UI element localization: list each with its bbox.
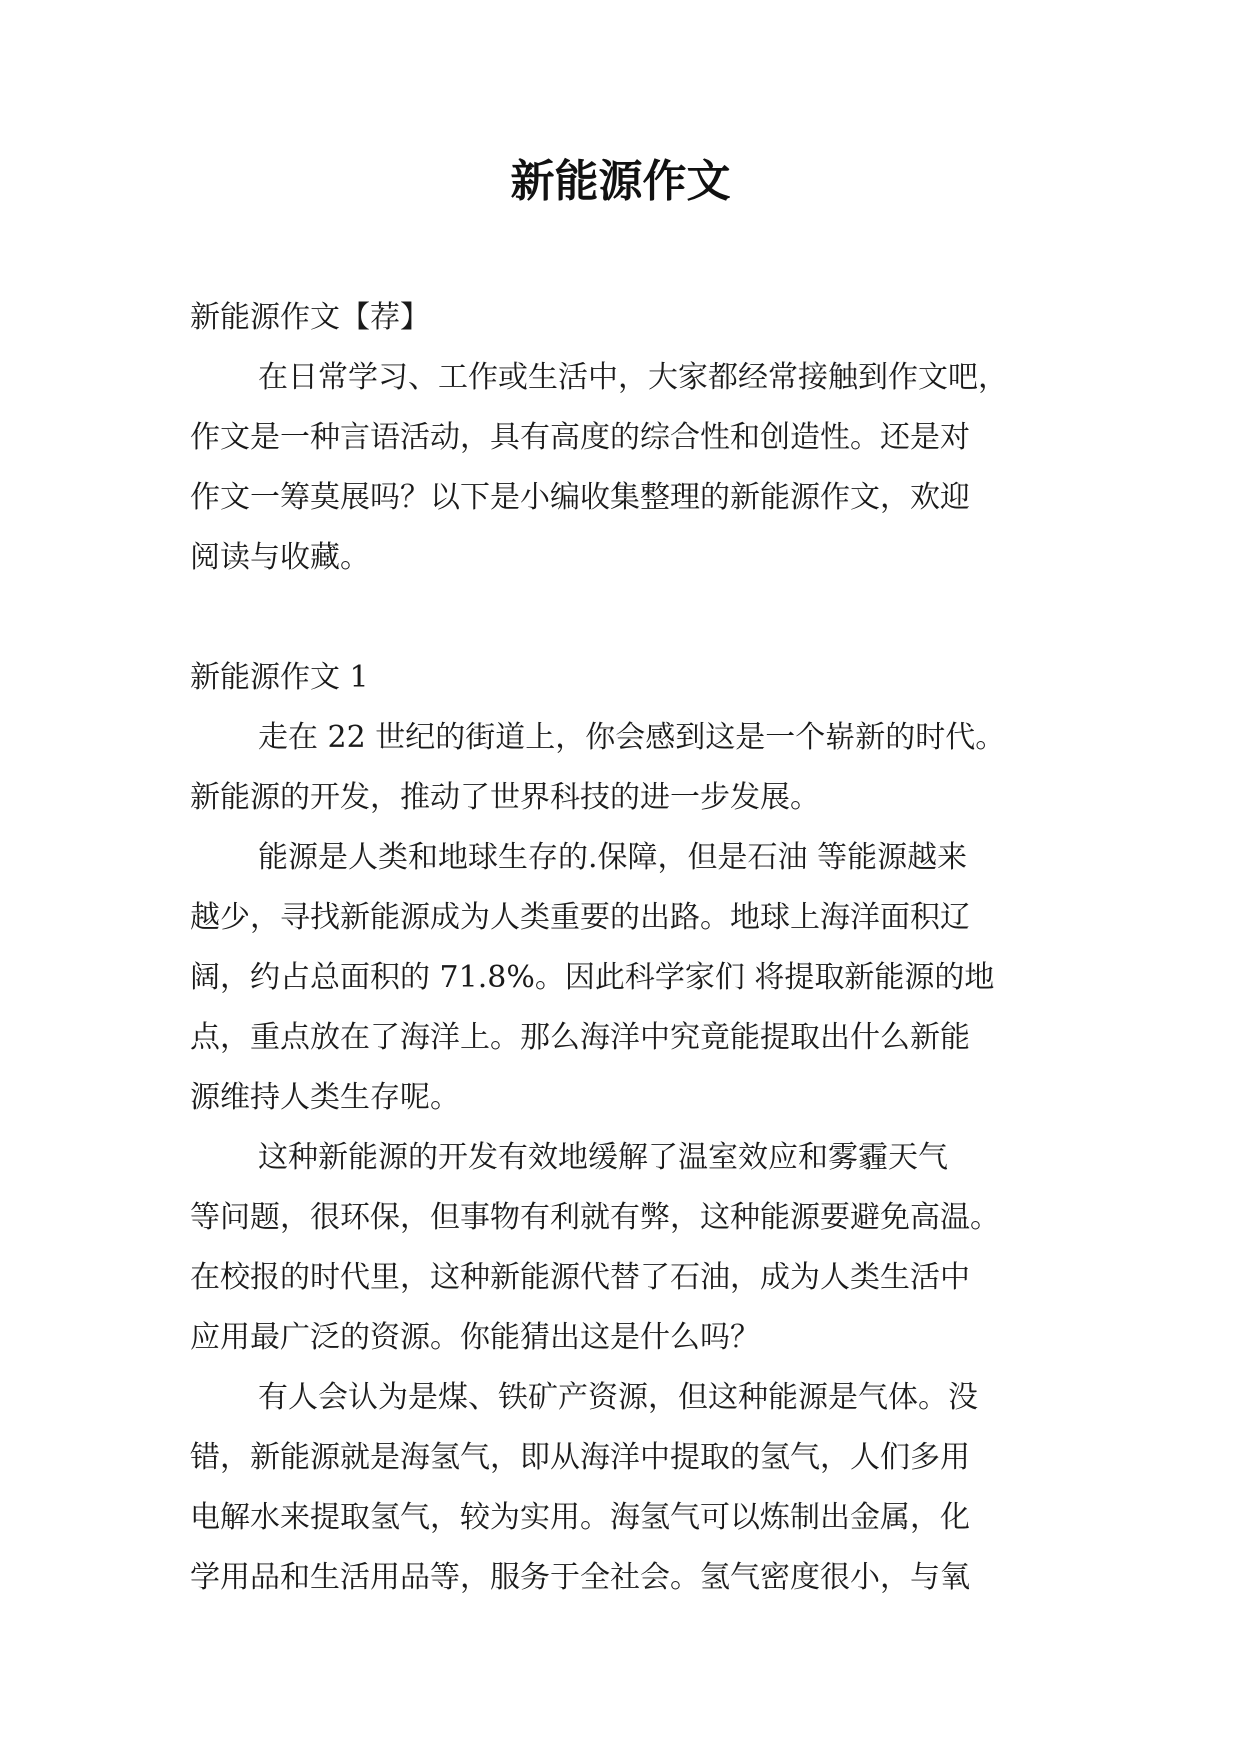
text-line: 越少，寻找新能源成为人类重要的出路。地球上海洋面积辽 [190,900,970,935]
paragraph-2 [190,828,1070,1128]
text-line: 这种新能源的开发有效地缓解了温室效应和雾霾天气 [258,1140,948,1175]
text-line: 能源是人类和地球生存的.保障，但是石油 等能源越来 [258,840,968,875]
paragraph-3 [190,1128,1070,1368]
document-title: 新能源作文 [510,156,731,207]
intro-paragraph [190,348,1070,588]
paragraph-1 [190,708,1070,828]
text-line: 学用品和生活用品等，服务于全社会。氢气密度很小，与氧 [190,1560,970,1595]
text-line: 等问题，很环保，但事物有利就有弊，这种能源要避免高温。 [190,1200,1000,1235]
blank-line [190,588,1070,648]
text-line: 新能源的开发，推动了世界科技的进一步发展。 [190,780,820,815]
text-line: 应用最广泛的资源。你能猜出这是什么吗？ [190,1320,760,1355]
text-line: 在校报的时代里，这种新能源代替了石油，成为人类生活中 [190,1260,970,1295]
text-line: 电解水来提取氢气，较为实用。海氢气可以炼制出金属，化 [190,1500,970,1535]
text-line: 阔，约占总面积的 71.8%。因此科学家们 将提取新能源的地 [190,960,995,995]
paragraph-4 [190,1368,1070,1608]
text-line: 有人会认为是煤、铁矿产资源，但这种能源是气体。没 [258,1380,978,1415]
text-line: 作文是一种言语活动，具有高度的综合性和创造性。还是对 [190,420,970,455]
text-line: 点，重点放在了海洋上。那么海洋中究竟能提取出什么新能 [190,1020,970,1055]
text-line: 阅读与收藏。 [190,540,370,575]
text-line: 源维持人类生存呢。 [190,1080,460,1115]
text-line: 走在 22 世纪的街道上，你会感到这是一个崭新的时代。 [258,720,1006,755]
text-line: 在日常学习、工作或生活中，大家都经常接触到作文吧， [258,360,1008,395]
recommend-heading: 新能源作文【荐】 [190,300,430,335]
text-line: 作文一筹莫展吗？以下是小编收集整理的新能源作文，欢迎 [190,480,970,515]
text-line: 错，新能源就是海氢气，即从海洋中提取的氢气，人们多用 [190,1440,970,1475]
section-heading: 新能源作文 1 [190,660,369,695]
document-body [190,288,1070,1608]
